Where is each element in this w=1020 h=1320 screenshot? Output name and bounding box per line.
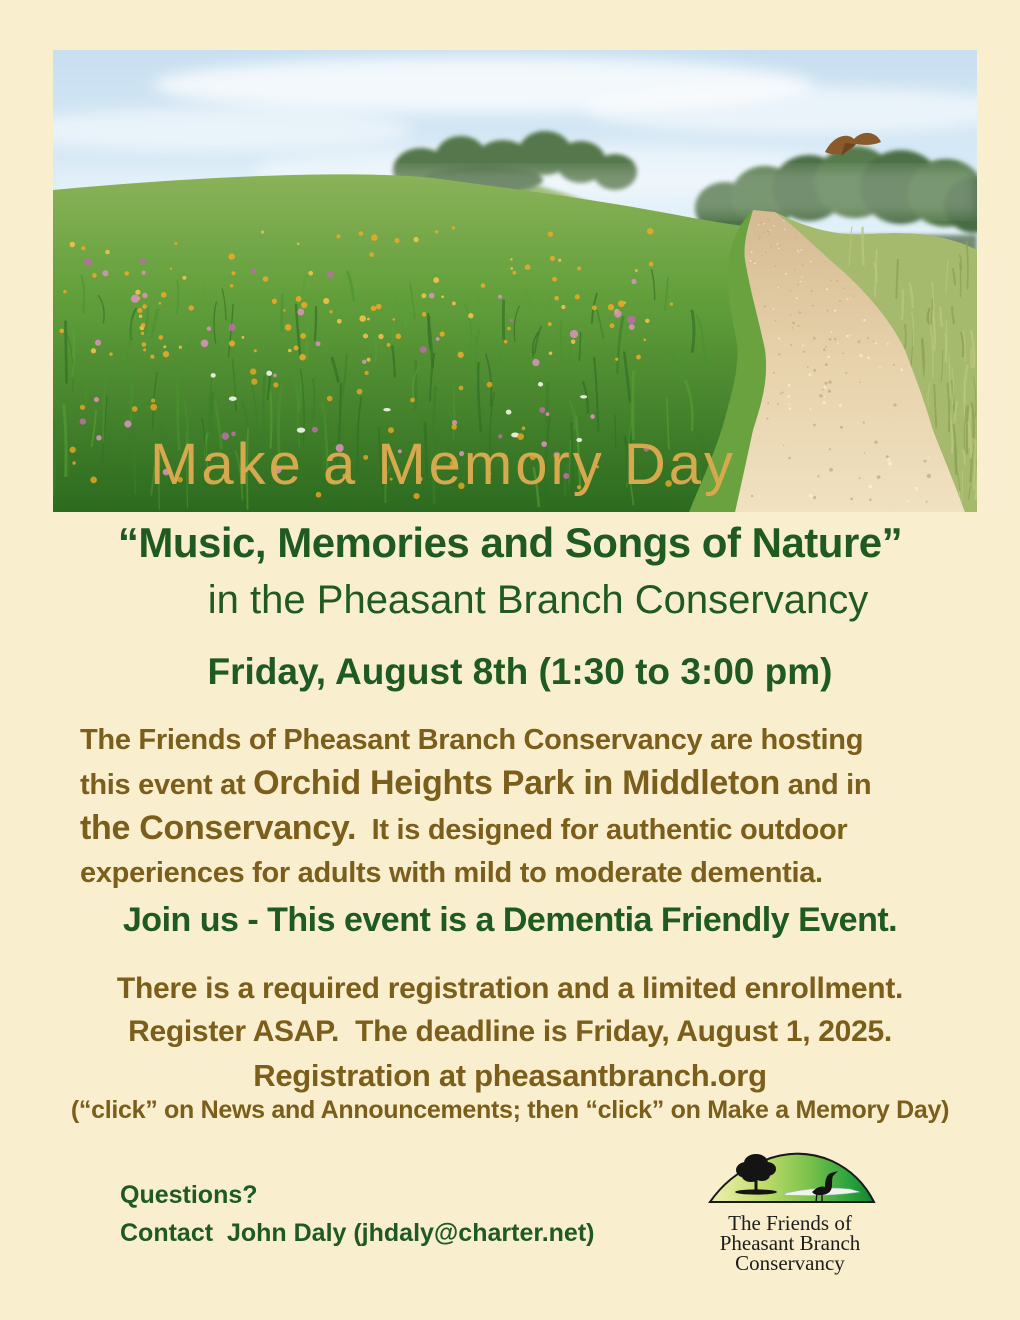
paragraph-line: this event at Orchid Heights Park in Middleton and in bbox=[80, 764, 872, 802]
paragraph-line: the Conservancy. It is designed for authentic outdoor bbox=[80, 809, 848, 847]
event-subtitle: in the Pheasant Branch Conservancy bbox=[207, 578, 869, 622]
logo-text-line3: Conservancy bbox=[735, 1251, 845, 1275]
body-paragraph bbox=[80, 719, 980, 895]
logo-hill-graphic bbox=[700, 1148, 880, 1206]
photo-overlay-title: Make a Memory Day bbox=[150, 432, 737, 497]
contact-line: Contact John Daly (jhdaly@charter.net) bbox=[120, 1219, 595, 1247]
meadow-path-photo bbox=[53, 50, 977, 512]
logo-text-line2: Pheasant Branch bbox=[719, 1231, 861, 1255]
registration-line-3: Registration at pheasantbranch.org bbox=[253, 1058, 767, 1093]
event-title: “Music, Memories and Songs of Nature” bbox=[117, 519, 903, 566]
paragraph-line: The Friends of Pheasant Branch Conservancy are hosting bbox=[80, 724, 864, 756]
logo-text-line1: The Friends of bbox=[728, 1211, 852, 1235]
paragraph-line: experiences for adults with mild to moderate dementia. bbox=[80, 857, 823, 889]
registration-line-1: There is a required registration and a limited enrollment. bbox=[116, 972, 904, 1005]
join-us-line: Join us - This event is a Dementia Friendly Event. bbox=[122, 901, 898, 939]
registration-note-line: (“click” on News and Announcements; then “click” on Make a Memory Day) bbox=[70, 1096, 950, 1124]
contact-block bbox=[120, 1176, 594, 1252]
event-date-line: Friday, August 8th (1:30 to 3:00 pm) bbox=[207, 651, 833, 692]
registration-line-2: Register ASAP. The deadline is Friday, August 1, 2025. bbox=[128, 1015, 892, 1048]
questions-label: Questions? bbox=[120, 1181, 258, 1209]
logo-text bbox=[700, 1213, 880, 1273]
conservancy-logo bbox=[700, 1148, 880, 1273]
